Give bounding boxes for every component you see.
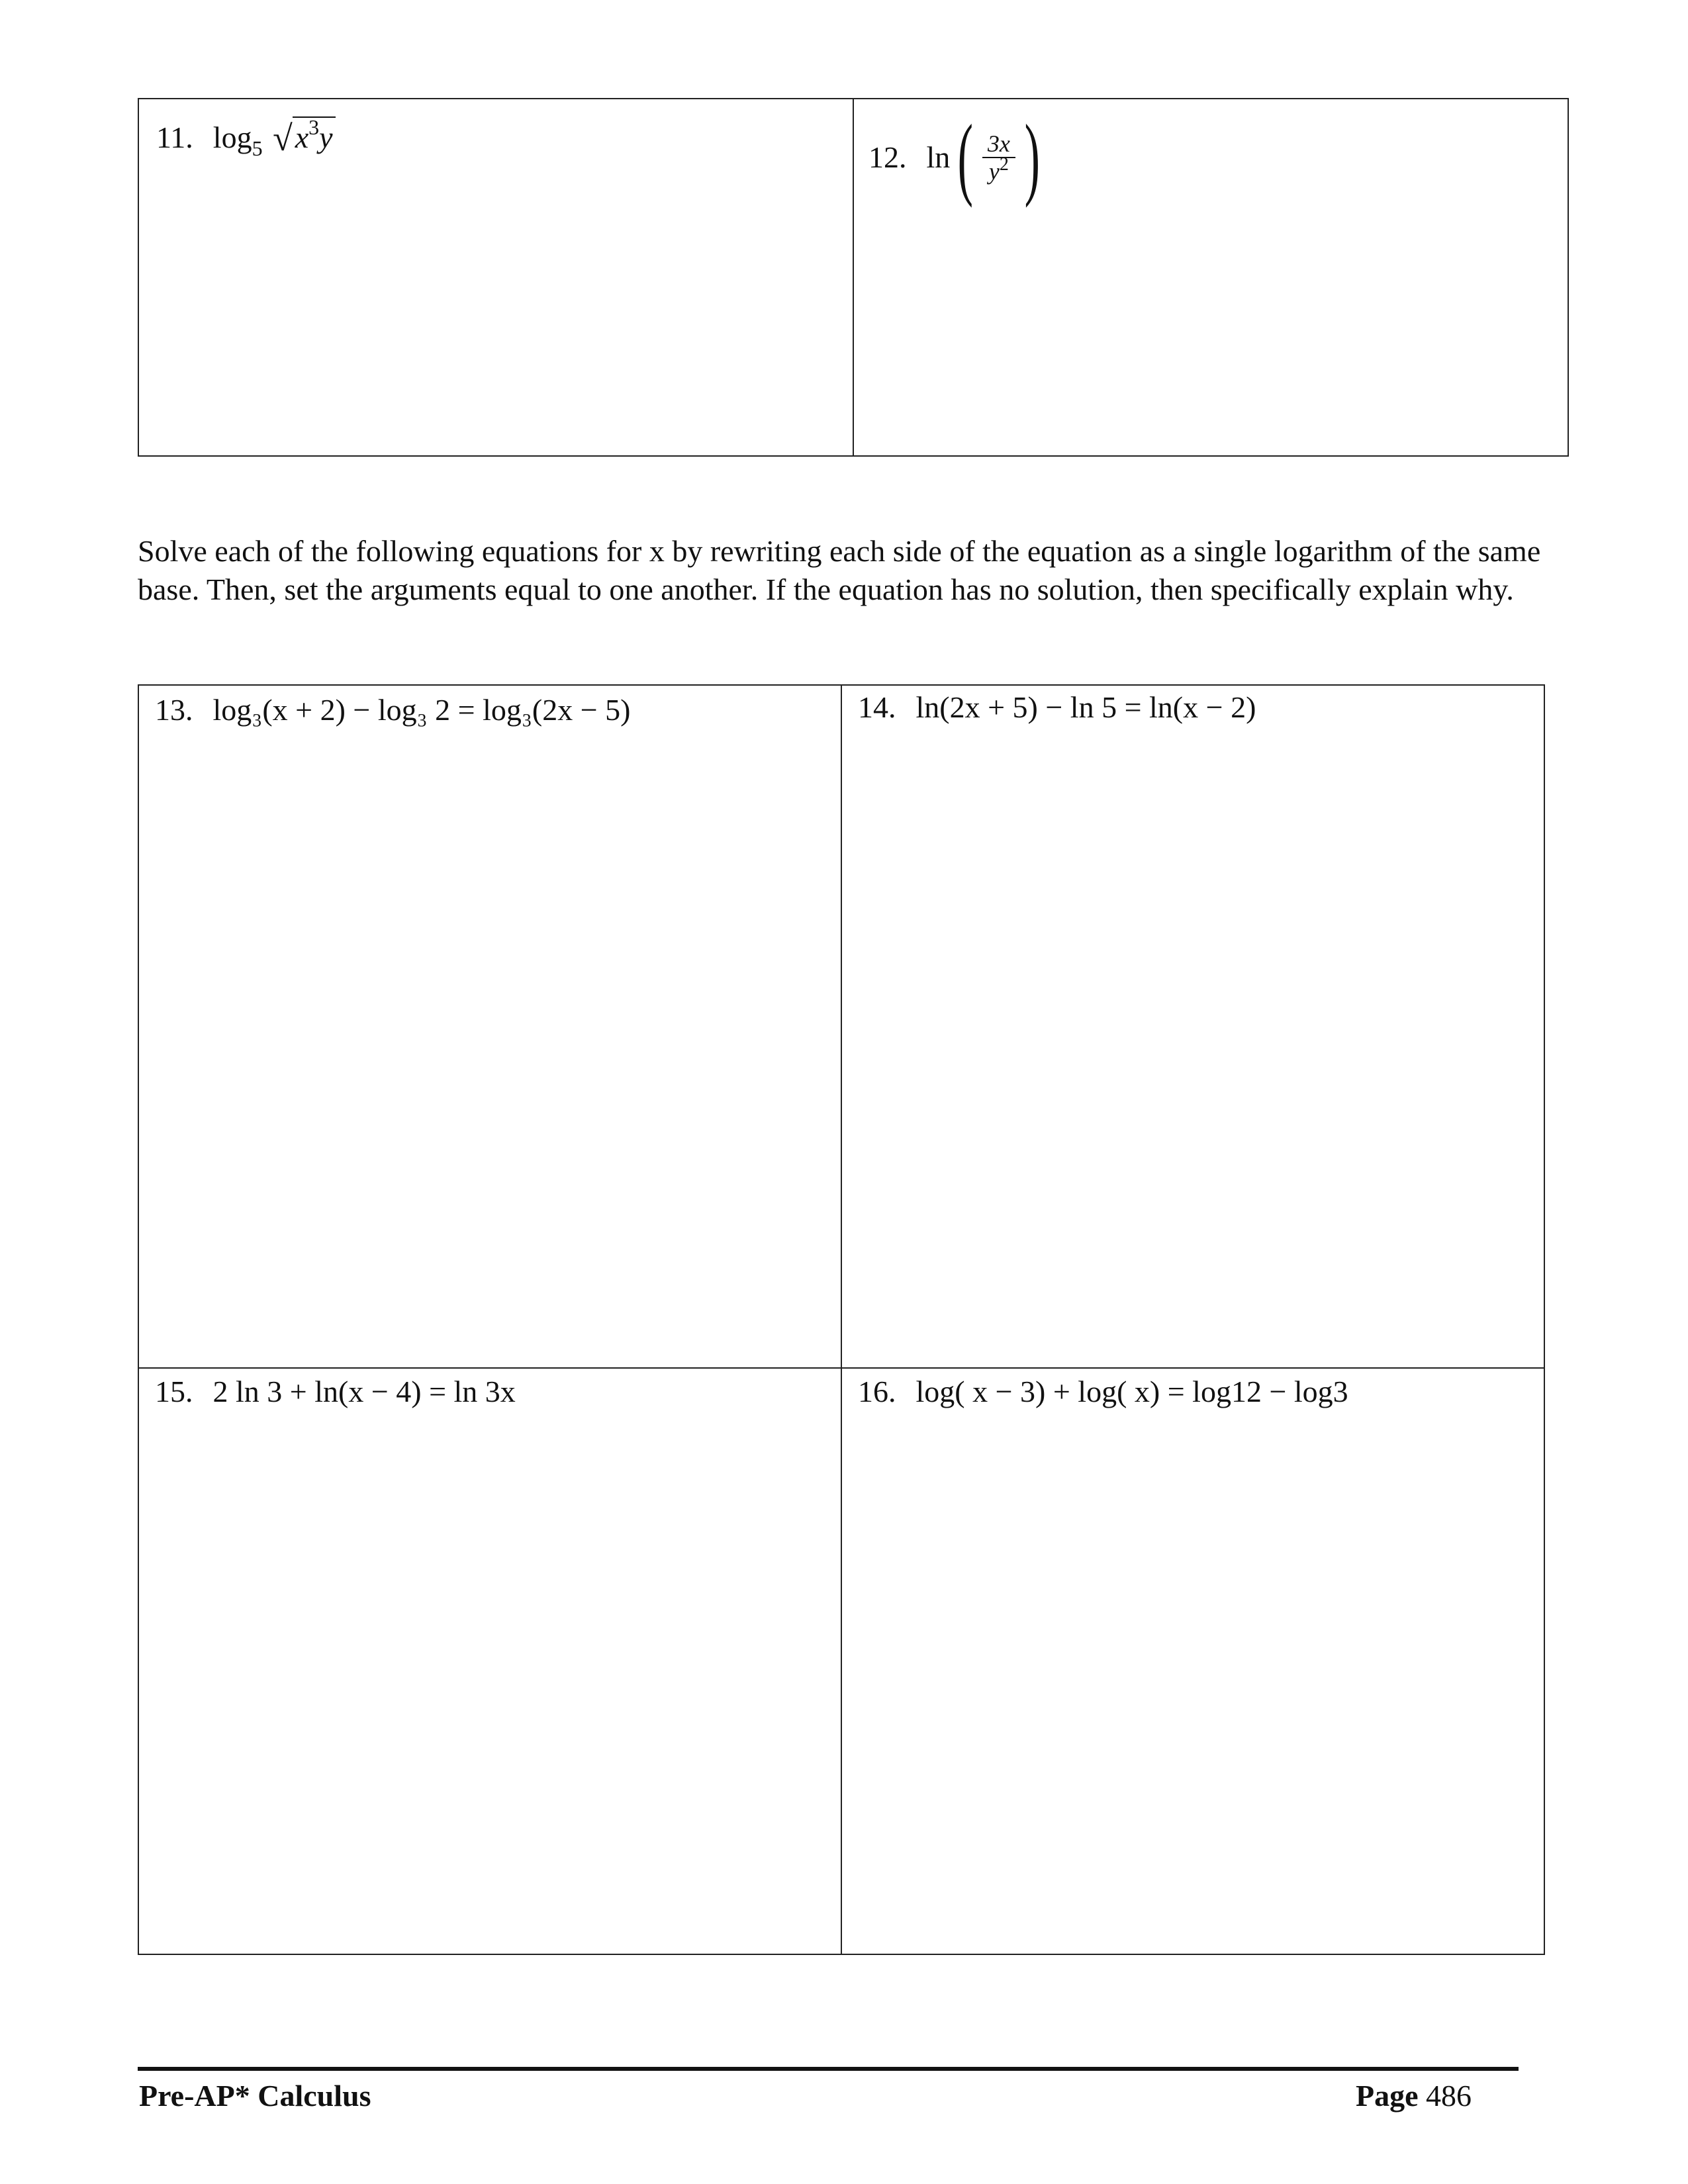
problem-number: 13.: [155, 693, 193, 727]
page-number: [1356, 2078, 1472, 2113]
fraction: [982, 132, 1015, 183]
problem-11-cell: [138, 98, 853, 457]
problem-15: [155, 1377, 516, 1407]
problem-16: [858, 1377, 1348, 1407]
problem-number: 15.: [155, 1375, 193, 1408]
bottom-table-vertical-divider: [841, 684, 842, 1955]
numerator: 3x: [982, 132, 1015, 158]
problem-number: 11.: [156, 120, 193, 154]
denominator: $y^2$: [988, 154, 1009, 185]
footer-rule: [138, 2067, 1519, 2071]
problem-number: 16.: [858, 1375, 896, 1408]
problem-number: 12.: [868, 140, 907, 174]
course-title: Pre-AP* Calculus: [139, 2079, 371, 2113]
ln-function: ln: [926, 140, 951, 174]
ln-fraction: [926, 106, 1048, 208]
problem-14: [858, 692, 1256, 723]
equation: 2 ln 3 + ln(x − 4) = ln 3x: [212, 1375, 516, 1408]
problem-12: [868, 106, 1048, 208]
equation: ln(2x + 5) − ln 5 = ln(x − 2): [915, 690, 1256, 724]
left-paren: (: [957, 106, 974, 208]
problem-11: [156, 115, 336, 160]
square-root: [273, 115, 335, 158]
log-base: 5: [252, 136, 263, 160]
problem-13: [155, 695, 631, 725]
equation: log₃(x + 2) − log₃ 2 = log₃(2x − 5): [212, 693, 631, 727]
radicand: $x^3y$: [293, 116, 336, 154]
instructions: Solve each of the following equations for x by rewriting each side of the equation as a single logarithm of the same base. Then, set the arguments equal to one another. If the equation has no solution, then specifically explain why.: [138, 534, 1541, 606]
problem-12-cell: [853, 98, 1569, 457]
bottom-table-horizontal-divider: [138, 1367, 1545, 1369]
equation: log( x − 3) + log( x) = log12 − log3: [915, 1375, 1348, 1408]
right-paren: ): [1024, 106, 1040, 208]
page-label: Page: [1356, 2079, 1419, 2113]
log-function: log: [212, 120, 252, 154]
problem-number: 14.: [858, 690, 896, 724]
radical-sign-icon: √: [273, 118, 293, 158]
page-number-value: 486: [1426, 2079, 1472, 2113]
